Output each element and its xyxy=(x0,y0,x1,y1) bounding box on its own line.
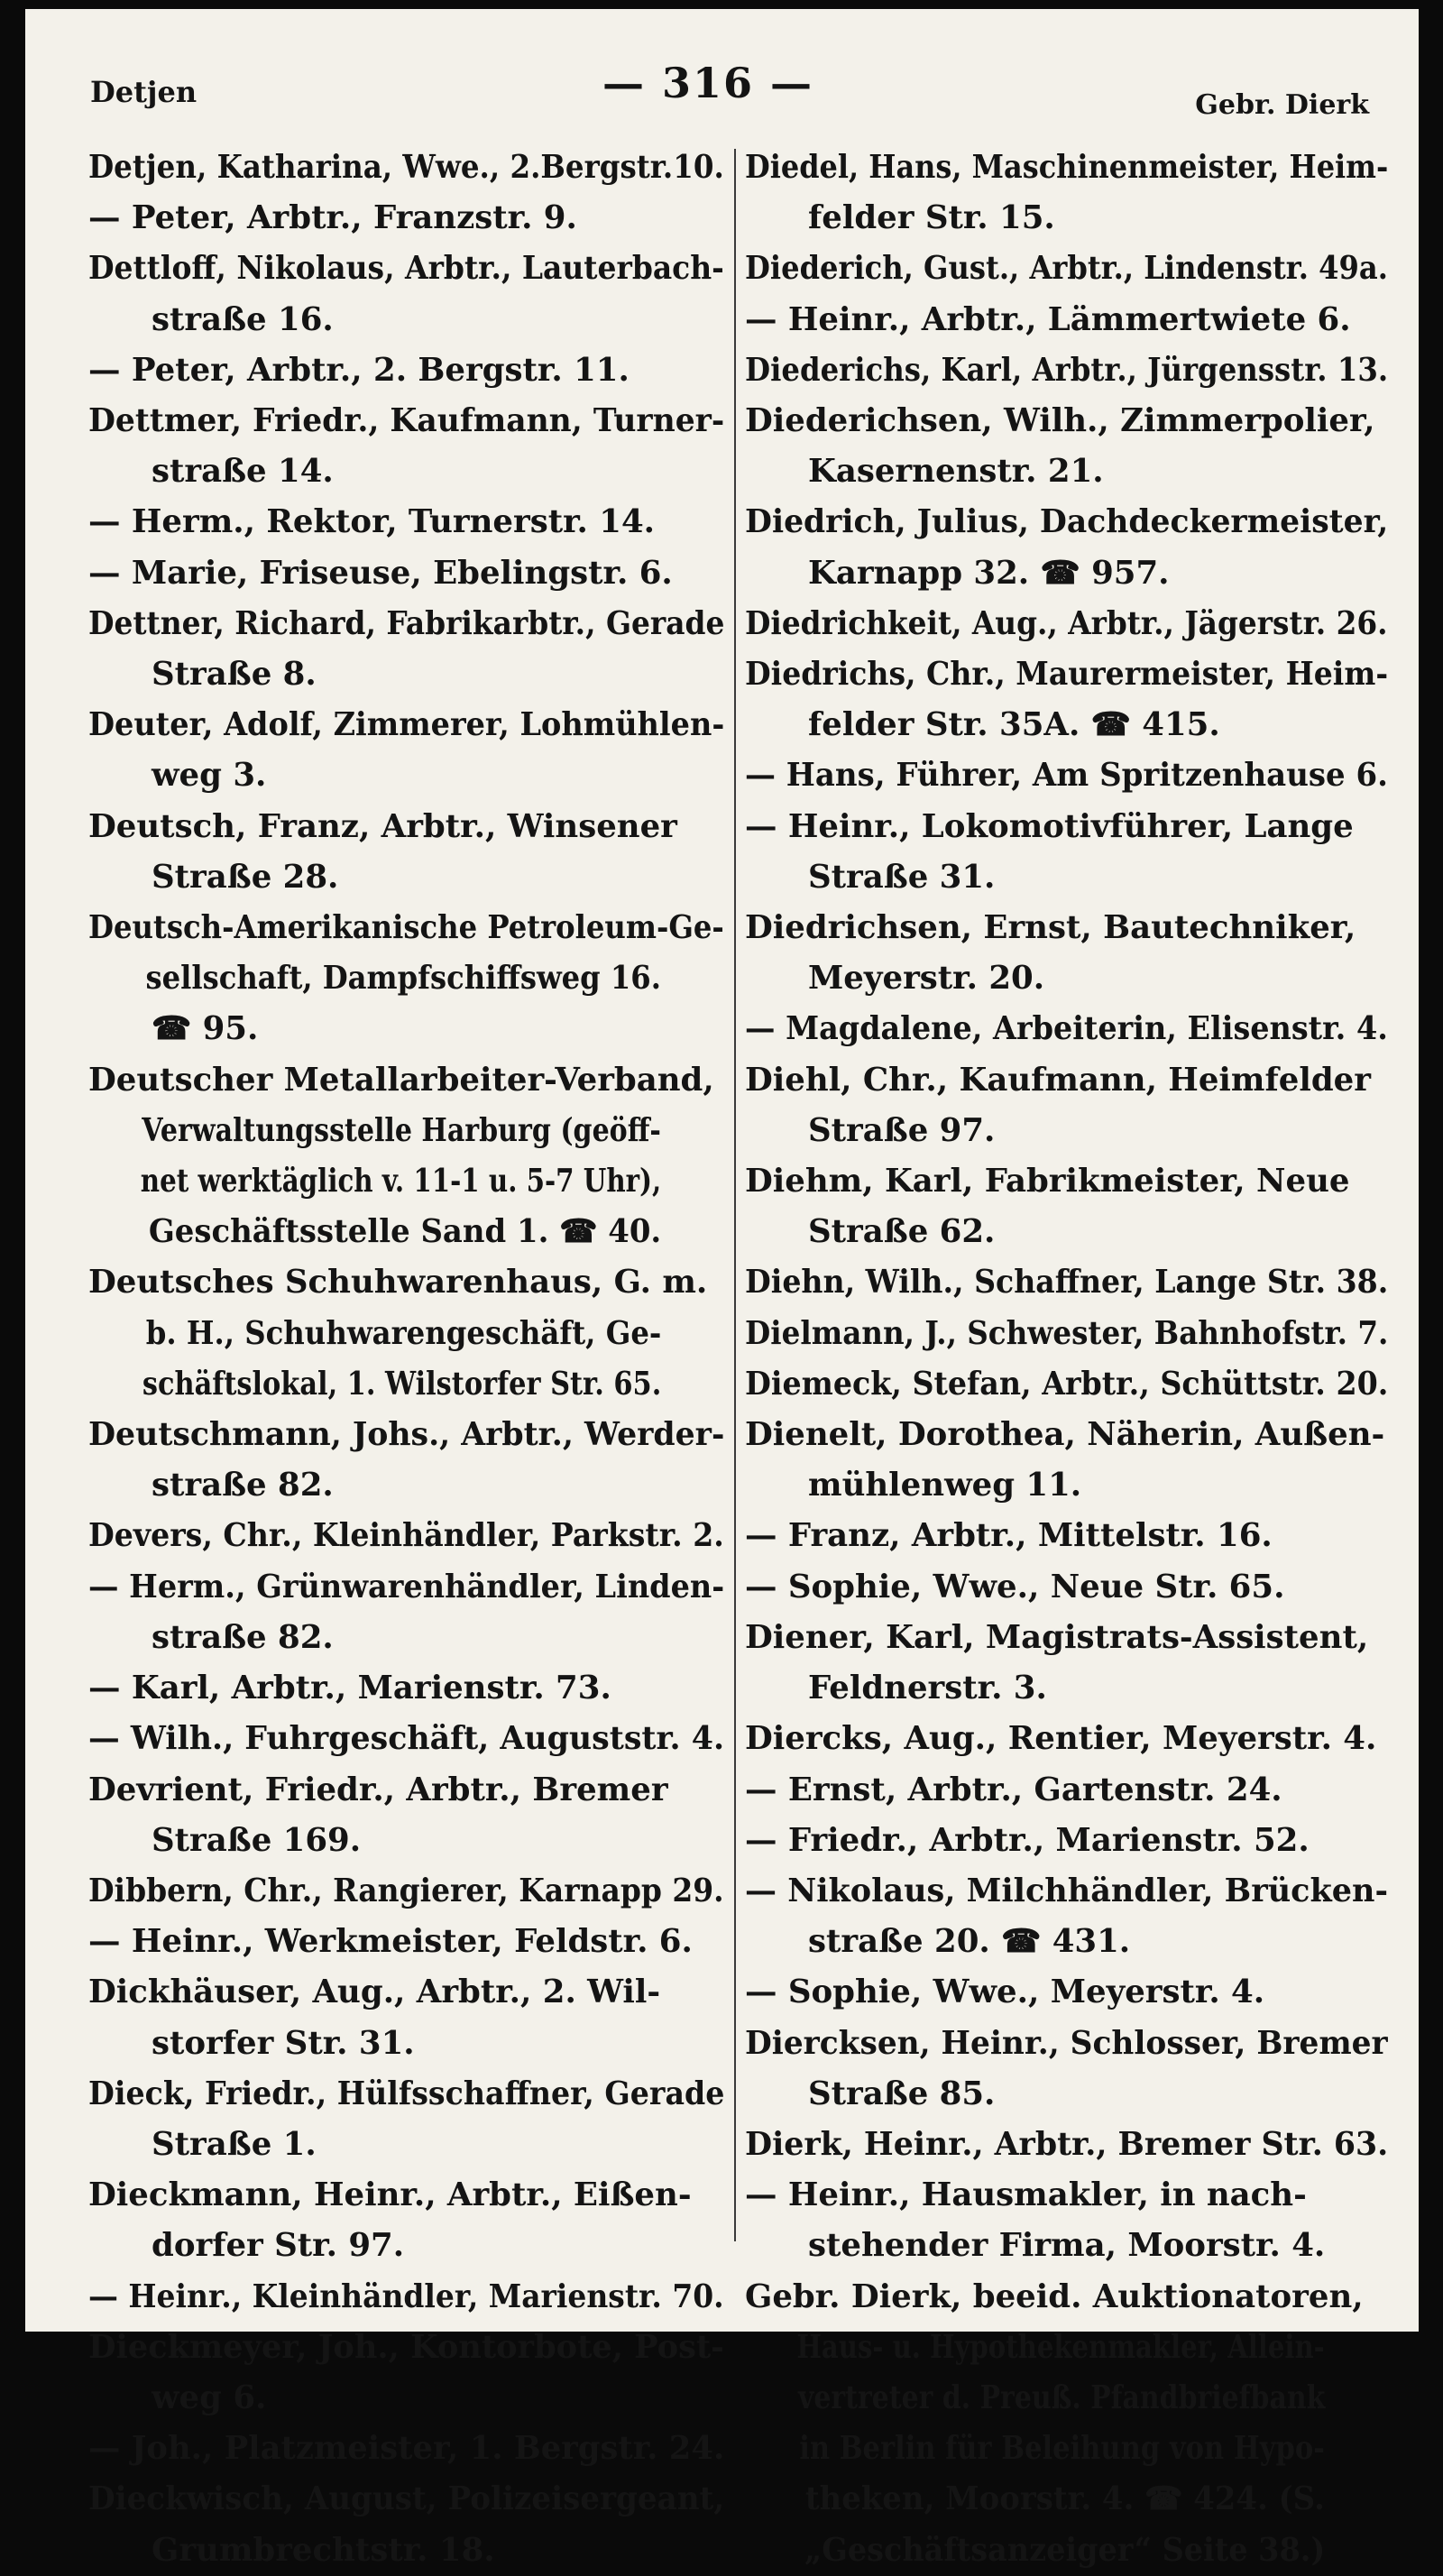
entry-line: Diehm, Karl, Fabrikmeister, Neue xyxy=(745,1163,1350,1201)
directory-entry xyxy=(745,1410,1388,1511)
directory-entry xyxy=(745,1967,1388,2018)
entry-line: Devers, Chr., Kleinhändler, Parkstr. 2. xyxy=(88,1517,724,1555)
entry-line: — Ernst, Arbtr., Gartenstr. 24. xyxy=(745,1771,1282,1808)
entry-line: — Herm., Grünwarenhändler, Linden- xyxy=(88,1568,725,1605)
entry-line: Dibbern, Chr., Rangierer, Karnapp 29. xyxy=(88,1872,724,1909)
directory-entry xyxy=(88,548,724,599)
entry-line: Deutsches Schuhwarenhaus, G. m. xyxy=(88,1264,708,1302)
entry-continuation-line: Straße 31. xyxy=(808,858,996,896)
directory-entry xyxy=(745,599,1388,649)
directory-entry xyxy=(88,2474,724,2575)
entry-line: Dienelt, Dorothea, Näherin, Außen- xyxy=(745,1416,1385,1454)
entry-line: — Heinr., Werkmeister, Feldstr. 6. xyxy=(88,1923,693,1961)
entry-continuation-line: Straße 97. xyxy=(808,1111,996,1149)
entry-line: Detjen, Katharina, Wwe., 2.Bergstr.10. xyxy=(88,149,724,186)
entry-line: Diener, Karl, Magistrats-Assistent, xyxy=(745,1618,1369,1656)
entry-line: Dettmer, Friedr., Kaufmann, Turner- xyxy=(88,402,725,440)
entry-continuation-line: Straße 8. xyxy=(152,656,317,694)
directory-entry xyxy=(88,2170,724,2271)
directory-entry xyxy=(88,1917,724,1967)
entry-line: Dielmann, J., Schwester, Bahnhofstr. 7. xyxy=(745,1314,1389,1352)
entry-line: — Sophie, Wwe., Neue Str. 65. xyxy=(745,1568,1285,1605)
entry-line: Dieckmann, Heinr., Arbtr., Eißen- xyxy=(88,2176,692,2214)
entry-continuation-line: b. H., Schuhwarengeschäft, Ge- xyxy=(145,1314,662,1352)
directory-entry xyxy=(88,802,724,903)
entry-line: Diedel, Hans, Maschinenmeister, Heim- xyxy=(745,149,1389,186)
entry-continuation-line: sellschaft, Dampfschiffsweg 16. xyxy=(145,960,661,998)
directory-entry xyxy=(88,396,724,497)
directory-entry xyxy=(88,345,724,396)
entry-continuation-line: schäftslokal, 1. Wilstorfer Str. 65. xyxy=(142,1365,662,1403)
entry-line: Diercksen, Heinr., Schlosser, Bremer xyxy=(745,2024,1388,2062)
directory-entry xyxy=(745,1765,1388,1816)
entry-line: Dieckwisch, August, Polizeisergeant, xyxy=(88,2480,725,2518)
directory-entry xyxy=(745,1866,1388,1967)
entry-line: — Joh., Platzmeister, 1. Bergstr. 24. xyxy=(88,2430,725,2468)
entry-line: Gebr. Dierk, beeid. Auktionatoren, xyxy=(745,2277,1364,2315)
entry-line: — Hans, Führer, Am Spritzenhause 6. xyxy=(745,757,1388,795)
entry-continuation-line: Meyerstr. 20. xyxy=(808,960,1045,998)
directory-entry xyxy=(745,1309,1388,1359)
entry-line: Deutsch, Franz, Arbtr., Winsener xyxy=(88,807,677,845)
entry-line: Diercks, Aug., Rentier, Meyerstr. 4. xyxy=(745,1720,1377,1758)
directory-entry xyxy=(745,649,1388,750)
directory-entry xyxy=(88,1866,724,1917)
entry-line: — Wilh., Fuhrgeschäft, Auguststr. 4. xyxy=(88,1720,725,1758)
entry-line: — Heinr., Hausmakler, in nach- xyxy=(745,2176,1307,2214)
directory-entry xyxy=(745,1511,1388,1561)
entry-line: Diemeck, Stefan, Arbtr., Schüttstr. 20. xyxy=(745,1365,1389,1403)
entry-continuation-line: Haus- u. Hypothekenmakler, Allein- xyxy=(796,2328,1325,2366)
directory-entry xyxy=(88,599,724,700)
entry-continuation-line: straße 82. xyxy=(152,1618,334,1656)
directory-entry xyxy=(745,1055,1388,1156)
entry-continuation-line: in Berlin für Beleihung von Hypo- xyxy=(799,2430,1325,2468)
entry-line: — Nikolaus, Milchhändler, Brücken- xyxy=(745,1872,1388,1909)
entry-continuation-line: felder Str. 15. xyxy=(808,199,1055,237)
entry-line: — Peter, Arbtr., 2. Bergstr. 11. xyxy=(88,351,630,389)
directory-entry xyxy=(745,2170,1388,2271)
entry-line: — Herm., Rektor, Turnerstr. 14. xyxy=(88,503,656,541)
entry-continuation-line: straße 14. xyxy=(152,453,334,491)
entry-line: Diedrichs, Chr., Maurermeister, Heim- xyxy=(745,656,1389,694)
directory-entry xyxy=(88,700,724,801)
directory-entry xyxy=(88,1055,724,1258)
entry-continuation-line: straße 20. ☎ 431. xyxy=(808,1923,1131,1961)
entry-continuation-line: theken, Moorstr. 4. ☎ 424. (S. xyxy=(804,2480,1325,2518)
entry-line: — Peter, Arbtr., Franzstr. 9. xyxy=(88,199,577,237)
entry-line: — Franz, Arbtr., Mittelstr. 16. xyxy=(745,1517,1273,1555)
directory-entry xyxy=(745,1156,1388,1257)
directory-entry xyxy=(745,2272,1388,2576)
entry-line: Diederichs, Karl, Arbtr., Jürgensstr. 13. xyxy=(745,351,1389,389)
entry-line: — Magdalene, Arbeiterin, Elisenstr. 4. xyxy=(745,1010,1388,1048)
entry-continuation-line: straße 16. xyxy=(152,300,334,338)
entry-continuation-line: Feldnerstr. 3. xyxy=(808,1670,1047,1707)
directory-entry xyxy=(88,1663,724,1714)
directory-entry xyxy=(745,497,1388,598)
entry-continuation-line: felder Str. 35A. ☎ 415. xyxy=(808,706,1220,744)
entry-continuation-line: Kasernenstr. 21. xyxy=(808,453,1104,491)
entry-continuation-line: Straße 85. xyxy=(808,2075,996,2112)
entry-line: — Friedr., Arbtr., Marienstr. 52. xyxy=(745,1821,1310,1859)
directory-entry xyxy=(88,903,724,1055)
directory-entry xyxy=(88,244,724,345)
entry-continuation-line: weg 6. xyxy=(152,2378,267,2416)
left-column xyxy=(88,143,724,2576)
entry-line: Dettloff, Nikolaus, Arbtr., Lauterbach- xyxy=(88,250,724,288)
directory-entry xyxy=(745,750,1388,801)
entry-continuation-line: Karnapp 32. ☎ 957. xyxy=(808,554,1170,592)
directory-entry xyxy=(88,1714,724,1764)
entry-continuation-line: Grumbrechtstr. 18. xyxy=(152,2531,495,2569)
entry-continuation-line: vertreter d. Preuß. Pfandbriefbank xyxy=(797,2378,1326,2416)
entry-line: Devrient, Friedr., Arbtr., Bremer xyxy=(88,1771,668,1808)
entry-continuation-line: Straße 1. xyxy=(152,2125,317,2163)
directory-entry xyxy=(745,802,1388,903)
column-divider xyxy=(734,149,736,2241)
directory-entry xyxy=(88,1765,724,1866)
page-number: — 316 — xyxy=(602,59,814,107)
entry-continuation-line: Geschäftsstelle Sand 1. ☎ 40. xyxy=(148,1213,662,1251)
entry-continuation-line: dorfer Str. 97. xyxy=(152,2227,405,2265)
directory-entry xyxy=(88,193,724,244)
directory-entry xyxy=(88,1562,724,1663)
directory-entry xyxy=(745,1613,1388,1714)
entry-continuation-line: Straße 28. xyxy=(152,858,339,896)
entry-line: Deutscher Metallarbeiter-Verband, xyxy=(88,1061,714,1099)
directory-page xyxy=(25,9,1419,2569)
entry-line: Dierk, Heinr., Arbtr., Bremer Str. 63. xyxy=(745,2125,1389,2163)
entry-line: Diehl, Chr., Kaufmann, Heimfelder xyxy=(745,1061,1371,1099)
entry-continuation-line: „Geschäftsanzeiger“ Seite 38.) xyxy=(804,2531,1326,2569)
entry-line: Dieck, Friedr., Hülfsschaffner, Gerade xyxy=(88,2075,725,2112)
entry-line: Dickhäuser, Aug., Arbtr., 2. Wil- xyxy=(88,1973,661,2011)
directory-entry xyxy=(88,1511,724,1561)
entry-line: Diedrichkeit, Aug., Arbtr., Jägerstr. 26. xyxy=(745,604,1388,642)
entry-line: — Heinr., Lokomotivführer, Lange xyxy=(745,807,1354,845)
entry-line: Diedrichsen, Ernst, Bautechniker, xyxy=(745,909,1356,947)
directory-entry xyxy=(745,1257,1388,1308)
directory-entry xyxy=(745,1562,1388,1613)
entry-line: Diedrich, Julius, Dachdeckermeister, xyxy=(745,503,1389,541)
entry-continuation-line: storfer Str. 31. xyxy=(152,2024,415,2062)
entry-continuation-line: mühlenweg 11. xyxy=(808,1467,1082,1504)
entry-continuation-line: straße 82. xyxy=(152,1467,334,1504)
directory-entry xyxy=(745,2019,1388,2120)
entry-line: Diederichsen, Wilh., Zimmerpolier, xyxy=(745,402,1375,440)
entry-line: Deutschmann, Johs., Arbtr., Werder- xyxy=(88,1416,725,1454)
header-running-name: Detjen xyxy=(90,75,198,109)
directory-entry xyxy=(88,143,724,193)
directory-entry xyxy=(745,1359,1388,1410)
entry-continuation-line: Straße 169. xyxy=(152,1821,362,1859)
directory-entry xyxy=(745,903,1388,1004)
entry-line: Dettner, Richard, Fabrikarbtr., Gerade xyxy=(88,604,725,642)
entry-continuation-line: ☎ 95. xyxy=(152,1010,259,1048)
directory-entry xyxy=(88,1410,724,1511)
page-header xyxy=(25,59,1419,122)
directory-entry xyxy=(88,2069,724,2170)
header-running-name-right: Gebr. Dierk xyxy=(1195,89,1369,121)
directory-entry xyxy=(88,497,724,547)
directory-entry xyxy=(745,1714,1388,1764)
directory-entry xyxy=(88,1257,724,1410)
directory-entry xyxy=(745,143,1388,244)
right-column xyxy=(745,143,1388,2576)
entry-line: Deutsch-Amerikanische Petroleum-Ge- xyxy=(88,909,724,947)
entry-line: Dieckmeyer, Joh., Kontorbote, Post- xyxy=(88,2328,724,2366)
entry-continuation-line: Verwaltungsstelle Harburg (geöff- xyxy=(142,1111,661,1149)
directory-entry xyxy=(745,345,1388,396)
entry-line: — Heinr., Arbtr., Lämmertwiete 6. xyxy=(745,300,1351,338)
entry-line: — Heinr., Kleinhändler, Marienstr. 70. xyxy=(88,2277,724,2315)
entry-continuation-line: weg 3. xyxy=(152,757,267,795)
entry-line: Deuter, Adolf, Zimmerer, Lohmühlen- xyxy=(88,706,725,744)
directory-entry xyxy=(745,1004,1388,1054)
directory-entry xyxy=(88,2272,724,2323)
entry-line: — Sophie, Wwe., Meyerstr. 4. xyxy=(745,1973,1265,2011)
directory-entry xyxy=(88,2424,724,2474)
entry-line: Diederich, Gust., Arbtr., Lindenstr. 49a. xyxy=(745,250,1388,288)
directory-entry xyxy=(88,2323,724,2424)
directory-entry xyxy=(745,396,1388,497)
entry-line: — Marie, Friseuse, Ebelingstr. 6. xyxy=(88,554,673,592)
directory-entry xyxy=(745,1816,1388,1866)
directory-entry xyxy=(745,295,1388,345)
directory-entry xyxy=(745,244,1388,294)
directory-entry xyxy=(745,2120,1388,2170)
entry-line: — Karl, Arbtr., Marienstr. 73. xyxy=(88,1670,611,1707)
entry-continuation-line: net werktäglich v. 11-1 u. 5-7 Uhr), xyxy=(140,1163,662,1201)
entry-continuation-line: stehender Firma, Moorstr. 4. xyxy=(808,2227,1326,2265)
entry-line: Diehn, Wilh., Schaffner, Lange Str. 38. xyxy=(745,1264,1389,1302)
directory-entry xyxy=(88,1967,724,2068)
entry-continuation-line: Straße 62. xyxy=(808,1213,996,1251)
